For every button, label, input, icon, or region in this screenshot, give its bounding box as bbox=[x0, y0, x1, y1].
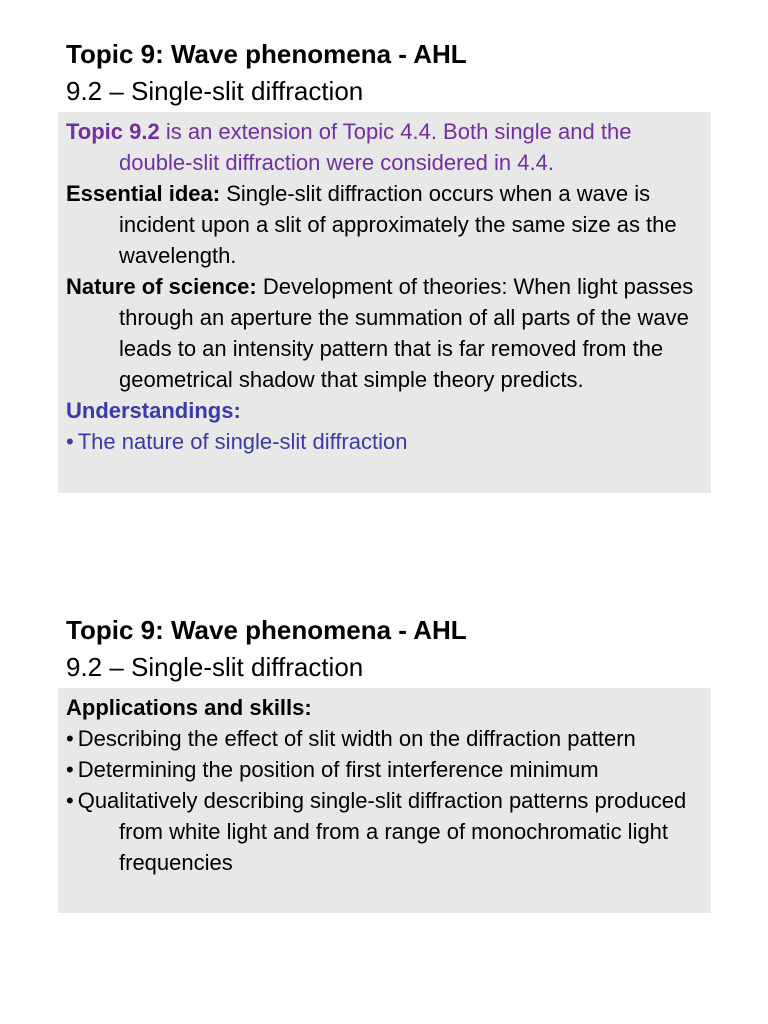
essential-idea-paragraph bbox=[66, 178, 703, 271]
skills-item: Determining the position of first interference minimum bbox=[77, 757, 599, 782]
list-item bbox=[66, 426, 703, 457]
slide-title: Topic 9: Wave phenomena - AHL bbox=[66, 39, 467, 69]
understandings-heading: Understandings: bbox=[66, 398, 241, 423]
intro-text: is an extension of Topic 4.4. Both single and the double-slit diffraction were considered in 4.4. bbox=[119, 119, 632, 175]
slide-title: Topic 9: Wave phenomena - AHL bbox=[66, 615, 467, 645]
skills-item: Qualitatively describing single-slit diffraction patterns produced from white light and from a range of monochromatic light frequencies bbox=[77, 788, 687, 875]
list-item bbox=[66, 785, 703, 878]
slide-subtitle: 9.2 – Single-slit diffraction bbox=[66, 652, 364, 682]
applications-heading: Applications and skills: bbox=[66, 695, 312, 720]
bullet-icon: • bbox=[66, 429, 74, 454]
nature-of-science-label: Nature of science: bbox=[66, 274, 257, 299]
list-item bbox=[66, 754, 703, 785]
essential-idea-text: Single-slit diffraction occurs when a wave is incident upon a slit of approximately the same size as the wavelength. bbox=[119, 181, 677, 268]
list-item bbox=[66, 723, 703, 754]
intro-paragraph bbox=[66, 116, 703, 178]
nature-of-science-text: Development of theories: When light passes through an aperture the summation of all parts of the wave leads to an intensity pattern that is far removed from the geometrical shadow that simple theory predicts. bbox=[119, 274, 694, 392]
bullet-icon: • bbox=[66, 757, 74, 782]
bullet-icon: • bbox=[66, 788, 74, 813]
skills-item: Describing the effect of slit width on the diffraction pattern bbox=[77, 726, 636, 751]
understandings-item: The nature of single-slit diffraction bbox=[77, 429, 408, 454]
slide-subtitle: 9.2 – Single-slit diffraction bbox=[66, 76, 364, 106]
content-box bbox=[58, 688, 711, 913]
nature-of-science-paragraph bbox=[66, 271, 703, 395]
essential-idea-label: Essential idea: bbox=[66, 181, 221, 206]
bullet-icon: • bbox=[66, 726, 74, 751]
content-box bbox=[58, 112, 711, 493]
intro-label: Topic 9.2 bbox=[66, 119, 160, 144]
